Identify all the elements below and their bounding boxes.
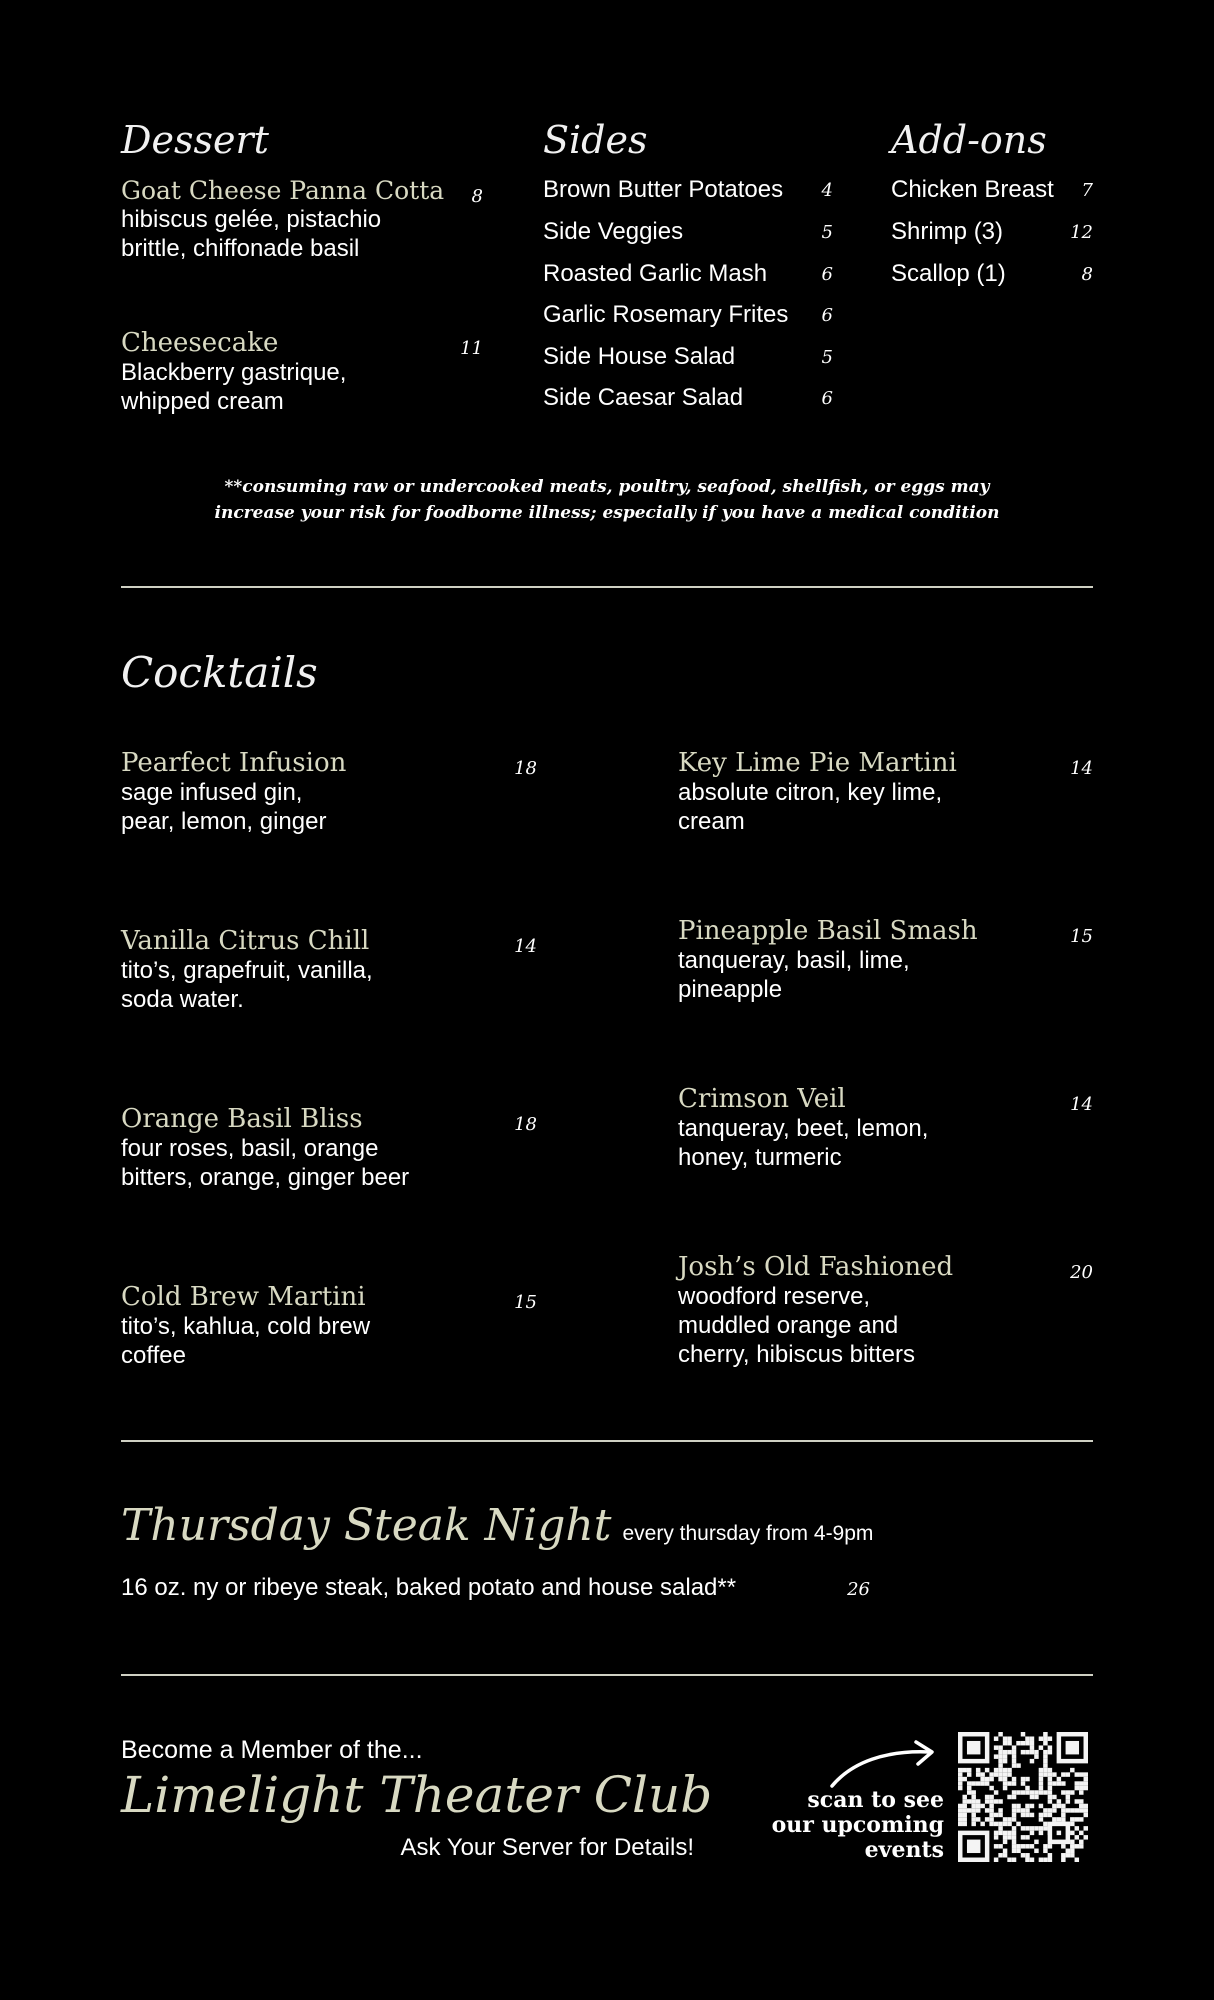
divider [121, 1674, 1093, 1676]
cocktail-name: Pineapple Basil Smash [678, 916, 978, 946]
side-name: Garlic Rosemary Frites [543, 301, 789, 328]
dessert-item-name: Goat Cheese Panna Cotta [121, 176, 445, 205]
list-item [891, 218, 1093, 258]
cocktail-name: Crimson Veil [678, 1084, 846, 1114]
cocktail-desc: cherry, hibiscus bitters [678, 1341, 915, 1368]
membership-intro: Become a Member of the... [121, 1736, 423, 1764]
side-name: Side Veggies [543, 218, 684, 245]
cocktails-heading: Cocktails [121, 648, 318, 697]
cocktail-price: 15 [514, 1292, 537, 1313]
list-item [891, 260, 1093, 300]
sides-heading: Sides [543, 118, 648, 162]
cocktail-price: 18 [514, 758, 537, 779]
scan-text: our upcoming [771, 1812, 944, 1838]
list-item [543, 176, 833, 216]
scan-callout [740, 1788, 944, 1863]
cocktail-desc: coffee [121, 1342, 186, 1369]
dessert-item-desc: hibiscus gelée, pistachio [121, 206, 382, 233]
cocktail-price: 15 [1070, 926, 1093, 947]
list-item [543, 301, 833, 341]
cocktail-desc: tanqueray, basil, lime, [678, 947, 910, 974]
warning-line: **consuming raw or undercooked meats, poultry, seafood, shellfish, or eggs may [224, 477, 990, 497]
side-price: 4 [821, 180, 833, 201]
side-name: Roasted Garlic Mash [543, 260, 768, 287]
cocktail-desc: absolute citron, key lime, [678, 779, 943, 806]
addon-price: 7 [1081, 180, 1093, 201]
dessert-heading: Dessert [121, 118, 269, 162]
cocktail-price: 14 [1070, 758, 1093, 779]
steak-night-header [121, 1500, 873, 1551]
divider [121, 1440, 1093, 1442]
addon-price: 12 [1070, 222, 1093, 243]
cocktail-desc: pineapple [678, 976, 783, 1003]
side-price: 6 [821, 305, 833, 326]
scan-text: scan to see [807, 1787, 944, 1813]
addons-heading: Add-ons [891, 118, 1047, 162]
cocktail-name: Josh’s Old Fashioned [678, 1252, 954, 1282]
cocktail-desc: soda water. [121, 986, 244, 1013]
steak-night-title: Thursday Steak Night [121, 1500, 612, 1551]
cocktail-desc: cream [678, 808, 745, 835]
side-price: 6 [821, 264, 833, 285]
cocktail-desc: bitters, orange, ginger beer [121, 1164, 410, 1191]
curved-arrow-icon [826, 1736, 942, 1792]
cocktail-desc: sage infused gin, [121, 779, 303, 806]
cocktail-item [678, 1252, 1093, 1369]
membership-details: Ask Your Server for Details! [400, 1834, 694, 1861]
cocktail-item [121, 748, 537, 836]
list-item [543, 260, 833, 300]
cocktail-price: 14 [514, 936, 537, 957]
dessert-item [121, 176, 483, 263]
cocktail-desc: muddled orange and [678, 1312, 899, 1339]
side-name: Brown Butter Potatoes [543, 176, 784, 203]
cocktail-name: Orange Basil Bliss [121, 1104, 363, 1134]
side-name: Side Caesar Salad [543, 384, 744, 411]
divider [121, 586, 1093, 588]
side-price: 5 [821, 347, 833, 368]
dessert-item-desc: brittle, chiffonade basil [121, 235, 360, 262]
cocktail-item [121, 926, 537, 1014]
steak-night-subtitle: every thursday from 4-9pm [622, 1522, 874, 1545]
cocktail-name: Pearfect Infusion [121, 748, 347, 778]
addon-name: Scallop (1) [891, 260, 1006, 287]
club-name: Limelight Theater Club [121, 1766, 713, 1824]
scan-text: events [864, 1837, 944, 1863]
steak-night-desc: 16 oz. ny or ribeye steak, baked potato and house salad** [121, 1574, 737, 1601]
cocktail-name: Key Lime Pie Martini [678, 748, 957, 778]
side-name: Side House Salad [543, 343, 736, 370]
dessert-item-name: Cheesecake [121, 328, 279, 358]
cocktail-desc: tanqueray, beet, lemon, [678, 1115, 929, 1142]
cocktail-price: 18 [514, 1114, 537, 1135]
dessert-item [121, 328, 483, 416]
dessert-item-price: 11 [460, 338, 483, 359]
list-item [543, 218, 833, 258]
addon-name: Shrimp (3) [891, 218, 1004, 245]
cocktail-item [678, 748, 1093, 836]
cocktail-name: Cold Brew Martini [121, 1282, 366, 1312]
addon-name: Chicken Breast [891, 176, 1054, 203]
addons-list [891, 176, 1093, 306]
cocktail-desc: four roses, basil, orange [121, 1135, 379, 1162]
qr-code-icon[interactable] [958, 1732, 1088, 1862]
cocktail-desc: tito’s, grapefruit, vanilla, [121, 957, 373, 984]
list-item [891, 176, 1093, 216]
cocktail-desc: pear, lemon, ginger [121, 808, 327, 835]
cocktail-item [121, 1104, 537, 1192]
cocktail-price: 14 [1070, 1094, 1093, 1115]
dessert-item-desc: Blackberry gastrique, [121, 359, 347, 386]
cocktail-price: 20 [1070, 1262, 1093, 1283]
dessert-item-price: 8 [471, 186, 483, 207]
cocktail-item [678, 1084, 1093, 1172]
steak-night-price: 26 [847, 1579, 870, 1600]
cocktail-item [678, 916, 1093, 1004]
side-price: 6 [821, 388, 833, 409]
cocktail-desc: woodford reserve, [678, 1283, 871, 1310]
sides-list [543, 176, 833, 426]
list-item [543, 343, 833, 383]
list-item [543, 384, 833, 424]
side-price: 5 [821, 222, 833, 243]
cocktail-name: Vanilla Citrus Chill [121, 926, 370, 956]
food-safety-warning [121, 474, 1093, 526]
warning-line: increase your risk for foodborne illness; especially if you have a medical condition [214, 503, 1000, 523]
cocktail-item [121, 1282, 537, 1370]
dessert-item-desc: whipped cream [121, 388, 284, 415]
cocktail-desc: honey, turmeric [678, 1144, 842, 1171]
cocktail-desc: tito’s, kahlua, cold brew [121, 1313, 371, 1340]
addon-price: 8 [1081, 264, 1093, 285]
